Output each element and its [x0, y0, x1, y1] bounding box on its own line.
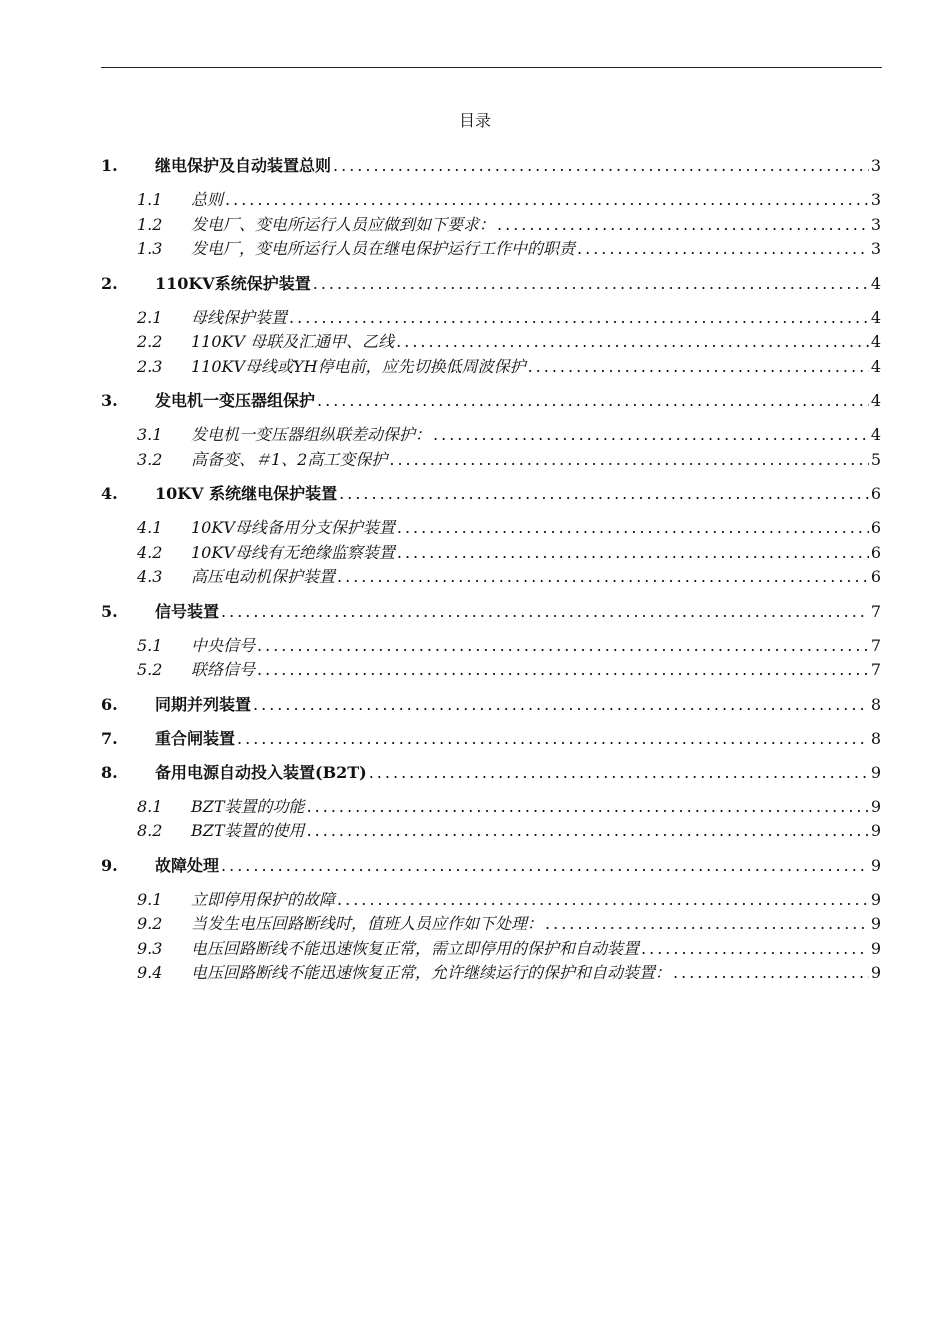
toc-dot-leader [528, 355, 869, 379]
toc-dot-leader [289, 306, 869, 330]
toc-entry-title: 110KV母线或YH停电前，应先切换低周波保护 [191, 356, 526, 376]
toc-entry-page-number: 9 [870, 938, 881, 958]
toc-section-entry[interactable] [101, 937, 881, 962]
toc-entry-number: 9.2 [137, 914, 163, 933]
toc-entry-title: 联络信号 [191, 660, 256, 679]
toc-entry-number: 2.1 [137, 307, 163, 327]
toc-dot-leader [221, 850, 869, 882]
toc-entry-title: 高备变、＃1、2高工变保护 [191, 449, 388, 469]
toc-dot-leader [253, 689, 869, 721]
toc-entry-number: 6. [101, 694, 118, 714]
toc-entry-number: 9.1 [137, 889, 163, 909]
toc-section-entry[interactable] [101, 634, 881, 659]
toc-entry-page-number: 9 [870, 855, 881, 875]
toc-entry-title: 当发生电压回路断线时，值班人员应作如下处理： [191, 914, 544, 933]
toc-entry-page-number: 6 [870, 567, 881, 586]
toc-dot-leader [313, 268, 869, 300]
toc-dot-leader [641, 937, 869, 961]
toc-section-entry[interactable] [101, 237, 881, 262]
toc-entry-page-number: 3 [870, 239, 881, 258]
toc-entry-number: 2. [101, 273, 118, 293]
toc-chapter-entry[interactable] [101, 850, 881, 884]
toc-entry-page-number: 9 [870, 889, 881, 909]
toc-section-entry[interactable] [101, 795, 881, 820]
toc-entry-number: 9.3 [137, 938, 163, 958]
toc-entry-title: 重合闸装置 [155, 728, 236, 748]
toc-entry-title: 母线保护装置 [191, 307, 288, 327]
toc-dot-leader [339, 478, 869, 510]
toc-entry-number: 4.3 [137, 567, 163, 586]
header-rule [101, 67, 882, 68]
toc-section-entry[interactable] [101, 213, 881, 238]
toc-entry-title: 立即停用保护的故障 [191, 889, 336, 909]
toc-entry-number: 1.1 [137, 190, 163, 209]
toc-entry-page-number: 4 [870, 425, 881, 444]
toc-chapter-entry[interactable] [101, 757, 881, 791]
toc-entry-title: 发电机一变压器组保护 [155, 391, 316, 410]
toc-chapter-entry[interactable] [101, 596, 881, 630]
toc-entry-title: 备用电源自动投入装置(B2T) [155, 762, 367, 782]
toc-entry-page-number: 8 [870, 728, 881, 748]
toc-section-entry[interactable] [101, 565, 881, 590]
toc-entry-page-number: 4 [870, 391, 881, 410]
toc-entry-title: 10KV母线有无绝缘监察装置 [191, 542, 395, 562]
toc-dot-leader [333, 150, 869, 182]
toc-dot-leader [577, 237, 869, 261]
toc-entry-page-number: 4 [870, 273, 881, 293]
toc-entry-number: 4.1 [137, 518, 163, 537]
toc-dot-leader [545, 912, 869, 936]
toc-dot-leader [397, 516, 869, 540]
toc-section-entry[interactable] [101, 306, 881, 331]
toc-section-entry[interactable] [101, 423, 881, 448]
toc-dot-leader [397, 541, 869, 565]
toc-dot-leader [497, 213, 869, 237]
toc-entry-number: 8.1 [137, 796, 163, 816]
table-of-contents [101, 150, 881, 992]
toc-entry-page-number: 6 [870, 484, 881, 503]
toc-entry-number: 1.2 [137, 214, 163, 234]
toc-entry-title: 高压电动机保护装置 [191, 567, 336, 586]
toc-entry-page-number: 5 [870, 449, 881, 469]
toc-entry-number: 2.2 [137, 332, 163, 351]
toc-entry-number: 8.2 [137, 821, 163, 840]
toc-entry-title: 信号装置 [155, 601, 220, 621]
toc-dot-leader [673, 961, 869, 985]
toc-entry-number: 9.4 [137, 963, 163, 982]
toc-entry-page-number: 7 [870, 660, 881, 679]
toc-section-entry[interactable] [101, 912, 881, 937]
toc-entry-page-number: 9 [870, 796, 881, 816]
toc-entry-number: 5.2 [137, 660, 163, 679]
toc-dot-leader [257, 658, 869, 682]
toc-entry-page-number: 3 [870, 156, 881, 175]
toc-chapter-entry[interactable] [101, 268, 881, 302]
toc-chapter-entry[interactable] [101, 150, 881, 184]
toc-chapter-entry[interactable] [101, 723, 881, 757]
toc-entry-title: 电压回路断线不能迅速恢复正常，允许继续运行的保护和自动装置： [191, 963, 672, 982]
toc-entry-title: 10KV 系统继电保护装置 [155, 484, 338, 503]
toc-dot-leader [225, 188, 869, 212]
toc-section-entry[interactable] [101, 355, 881, 380]
toc-section-entry[interactable] [101, 819, 881, 844]
toc-dot-leader [257, 634, 869, 658]
toc-entry-title: 110KV 母联及汇通甲、乙线 [191, 332, 395, 351]
toc-entry-page-number: 3 [870, 190, 881, 209]
toc-entry-title: 电压回路断线不能迅速恢复正常，需立即停用的保护和自动装置 [191, 938, 640, 958]
toc-entry-number: 3.2 [137, 449, 163, 469]
toc-entry-number: 1.3 [137, 239, 163, 258]
toc-entry-page-number: 6 [870, 542, 881, 562]
toc-chapter-entry[interactable] [101, 478, 881, 512]
toc-entry-page-number: 9 [870, 821, 881, 840]
toc-dot-leader [307, 795, 869, 819]
toc-dot-leader [433, 423, 869, 447]
toc-section-entry[interactable] [101, 448, 881, 473]
toc-entry-title: 故障处理 [155, 855, 220, 875]
toc-dot-leader [337, 888, 869, 912]
toc-section-entry[interactable] [101, 541, 881, 566]
toc-title: 目录 [458, 111, 491, 130]
toc-entry-number: 5.1 [137, 635, 163, 655]
toc-entry-title: 总则 [191, 190, 224, 209]
toc-entry-title: BZT装置的使用 [191, 821, 305, 840]
toc-entry-page-number: 6 [870, 518, 881, 537]
toc-entry-page-number: 4 [870, 356, 881, 376]
toc-section-entry[interactable] [101, 330, 881, 355]
toc-section-entry[interactable] [101, 961, 881, 986]
toc-entry-number: 3. [101, 391, 118, 410]
toc-entry-page-number: 9 [870, 914, 881, 933]
toc-section-entry[interactable] [101, 658, 881, 683]
toc-entry-page-number: 7 [870, 635, 881, 655]
toc-entry-number: 3.1 [137, 425, 163, 444]
toc-entry-number: 7. [101, 728, 118, 748]
toc-dot-leader [337, 565, 869, 589]
toc-entry-number: 1. [101, 156, 118, 175]
toc-entry-page-number: 7 [870, 601, 881, 621]
toc-entry-page-number: 9 [870, 963, 881, 982]
toc-entry-page-number: 3 [870, 214, 881, 234]
toc-entry-title: 10KV母线备用分支保护装置 [191, 518, 395, 537]
toc-entry-title: 继电保护及自动装置总则 [155, 156, 332, 175]
toc-entry-number: 8. [101, 762, 118, 782]
toc-entry-page-number: 8 [870, 694, 881, 714]
toc-section-entry[interactable] [101, 888, 881, 913]
toc-entry-title: 发电厂、变电所运行人员应做到如下要求： [191, 214, 496, 234]
toc-section-entry[interactable] [101, 516, 881, 541]
toc-dot-leader [369, 757, 869, 789]
toc-entry-title: 中央信号 [191, 635, 256, 655]
toc-entry-title: 发电厂，变电所运行人员在继电保护运行工作中的职责 [191, 239, 576, 258]
toc-section-entry[interactable] [101, 188, 881, 213]
toc-entry-number: 4.2 [137, 542, 163, 562]
toc-entry-number: 2.3 [137, 356, 163, 376]
toc-dot-leader [396, 330, 869, 354]
toc-entry-number: 9. [101, 855, 118, 875]
toc-entry-page-number: 4 [870, 332, 881, 351]
toc-entry-title: 110KV系统保护装置 [155, 273, 311, 293]
toc-dot-leader [237, 723, 869, 755]
toc-chapter-entry[interactable] [101, 689, 881, 723]
toc-dot-leader [389, 448, 868, 472]
toc-dot-leader [221, 596, 869, 628]
toc-entry-page-number: 4 [870, 307, 881, 327]
toc-chapter-entry[interactable] [101, 385, 881, 419]
toc-dot-leader [307, 819, 869, 843]
toc-entry-page-number: 9 [870, 762, 881, 782]
toc-entry-title: BZT装置的功能 [191, 796, 305, 816]
toc-entry-title: 发电机一变压器组纵联差动保护： [191, 425, 432, 444]
toc-dot-leader [317, 385, 869, 417]
toc-entry-title: 同期并列装置 [155, 694, 252, 714]
toc-entry-number: 5. [101, 601, 118, 621]
toc-entry-number: 4. [101, 484, 118, 503]
